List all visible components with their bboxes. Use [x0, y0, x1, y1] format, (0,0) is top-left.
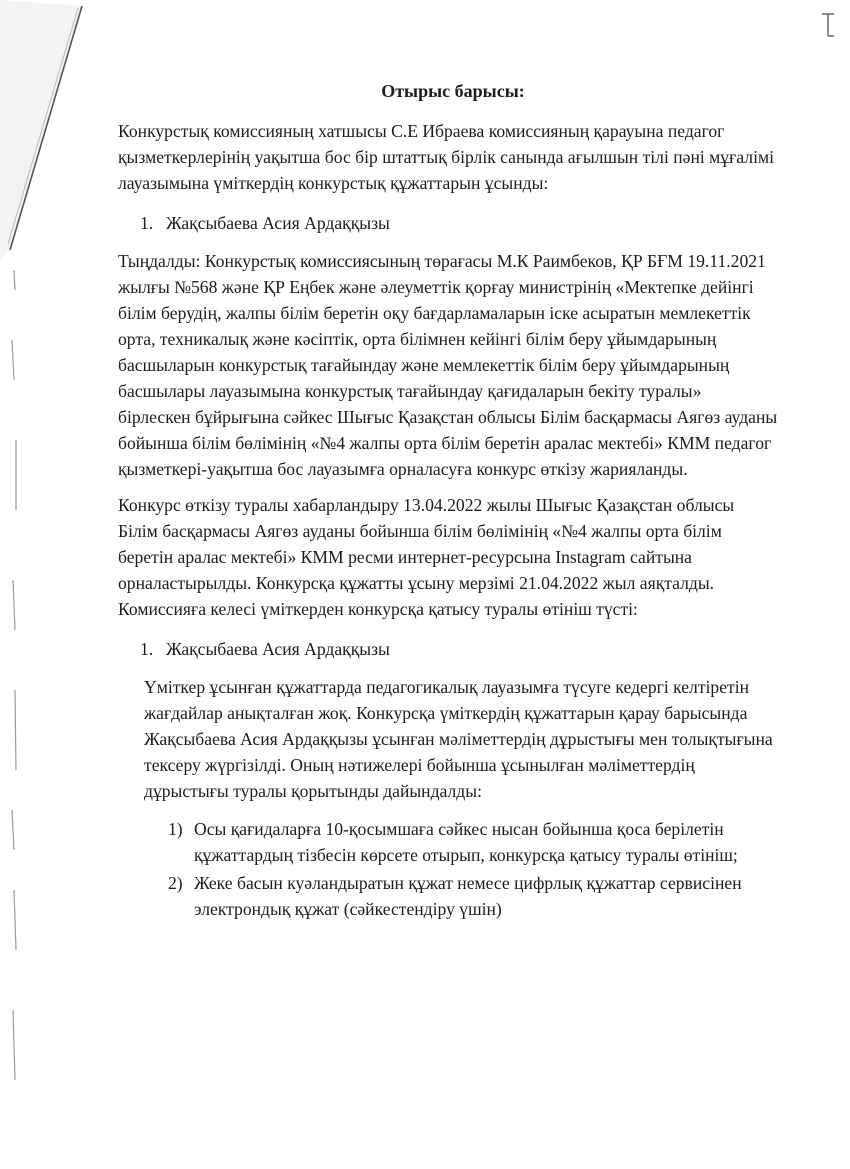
document-page — [118, 78, 778, 934]
announcement-paragraph: Конкурс өткізу туралы хабарландыру 13.04.2022 жылы Шығыс Қазақстан облысы Білім басқармасы Аягөз ауданы бойынша білім бөлімінің «№4 жалпы орта білім беретін аралас мектебі» КММ ресми интернет-ресурсына Instagram сайтына орналастырылды. Конкурсқа құжатты ұсыну мерзімі 21.04.2022 жыл аяқталды. Комиссияға келесі үміткерден конкурсқа қатысу туралы өтініш түсті: — [118, 495, 735, 619]
heard-paragraph: Тыңдалды: Конкурстық комиссиясының төрағасы М.К Раимбеков, ҚР БҒМ 19.11.2021 жылғы №568 және ҚР Еңбек және әлеуметтік қорғау министрінің «Мектепке дейінгі білім берудің, жалпы білім беретін оқу бағдарламаларын іске асыратын мемлекеттік орта, техникалық және кәсіптік, орта білімнен кейінгі білім беру ұйымдарының басшыларын конкурстық тағайындау және мемлекеттік білім беру ұйымдарының басшылары лауазымына конкурстық тағайындау қағидаларын бекіту туралы» бірлескен бұйрығына сәйкес Шығыс Қазақстан облысы Білім басқармасы Аягөз ауданы бойынша білім бөлімінің «№4 жалпы орта білім беретін аралас мектебі» КММ педагог қызметкері-уақытша бос лауазымға орналасуға конкурс өткізу жарияланды. — [118, 251, 778, 479]
document-number: 2) — [168, 873, 183, 893]
candidate-number: 1. — [140, 213, 154, 233]
document-list-item — [144, 816, 778, 868]
document-text: Жеке басын куәландыратын құжат немесе цифрлық құжаттар сервисінен электрондық құжат (сәйкестендіру үшін) — [194, 873, 742, 919]
candidate-number: 1. — [140, 639, 154, 659]
document-title: Отырыс барысы: — [381, 81, 525, 101]
document-text: Осы қағидаларға 10-қосымшаға сәйкес нысан бойынша қоса берілетін құжаттардың тізбесін көрсете отырып, конкурсқа қатысу туралы өтініш; — [194, 819, 738, 865]
intro-paragraph: Конкурстық комиссияның хатшысы С.Е Ибраева комиссияның қарауына педагог қызметкерлерінің уақытша бос бір штаттық бірлік санында ағылшын тілі пәні мұғалімі лауазымына үміткердің конкурстық құжаттарын ұсынды: — [118, 121, 774, 193]
review-paragraph: Үміткер ұсынған құжаттарда педагогикалық лауазымға түсуге кедергі келтіретін жағдайлар анықталған жоқ. Конкурсқа үміткердің құжаттарын қарау барысында Жақсыбаева Асия Ардаққызы ұсынған мәліметтердің дұрыстығы мен толықтығына тексеру жүргізілді. Оның нәтижелері бойынша ұсынылған мәліметтердің дұрыстығы туралы қорытынды дайындалды: — [144, 677, 773, 801]
scan-edge-noise — [0, 250, 30, 1100]
document-list-item — [144, 870, 778, 922]
scan-corner-mark — [818, 10, 838, 40]
review-block — [118, 674, 778, 922]
documents-list — [144, 816, 778, 922]
candidate-name: Жақсыбаева Асия Ардаққызы — [166, 213, 390, 233]
document-number: 1) — [168, 819, 183, 839]
scan-fold-shadow — [0, 0, 90, 260]
candidate-list-item — [118, 636, 778, 662]
candidate-list-item — [118, 210, 778, 236]
candidate-name: Жақсыбаева Асия Ардаққызы — [166, 639, 390, 659]
